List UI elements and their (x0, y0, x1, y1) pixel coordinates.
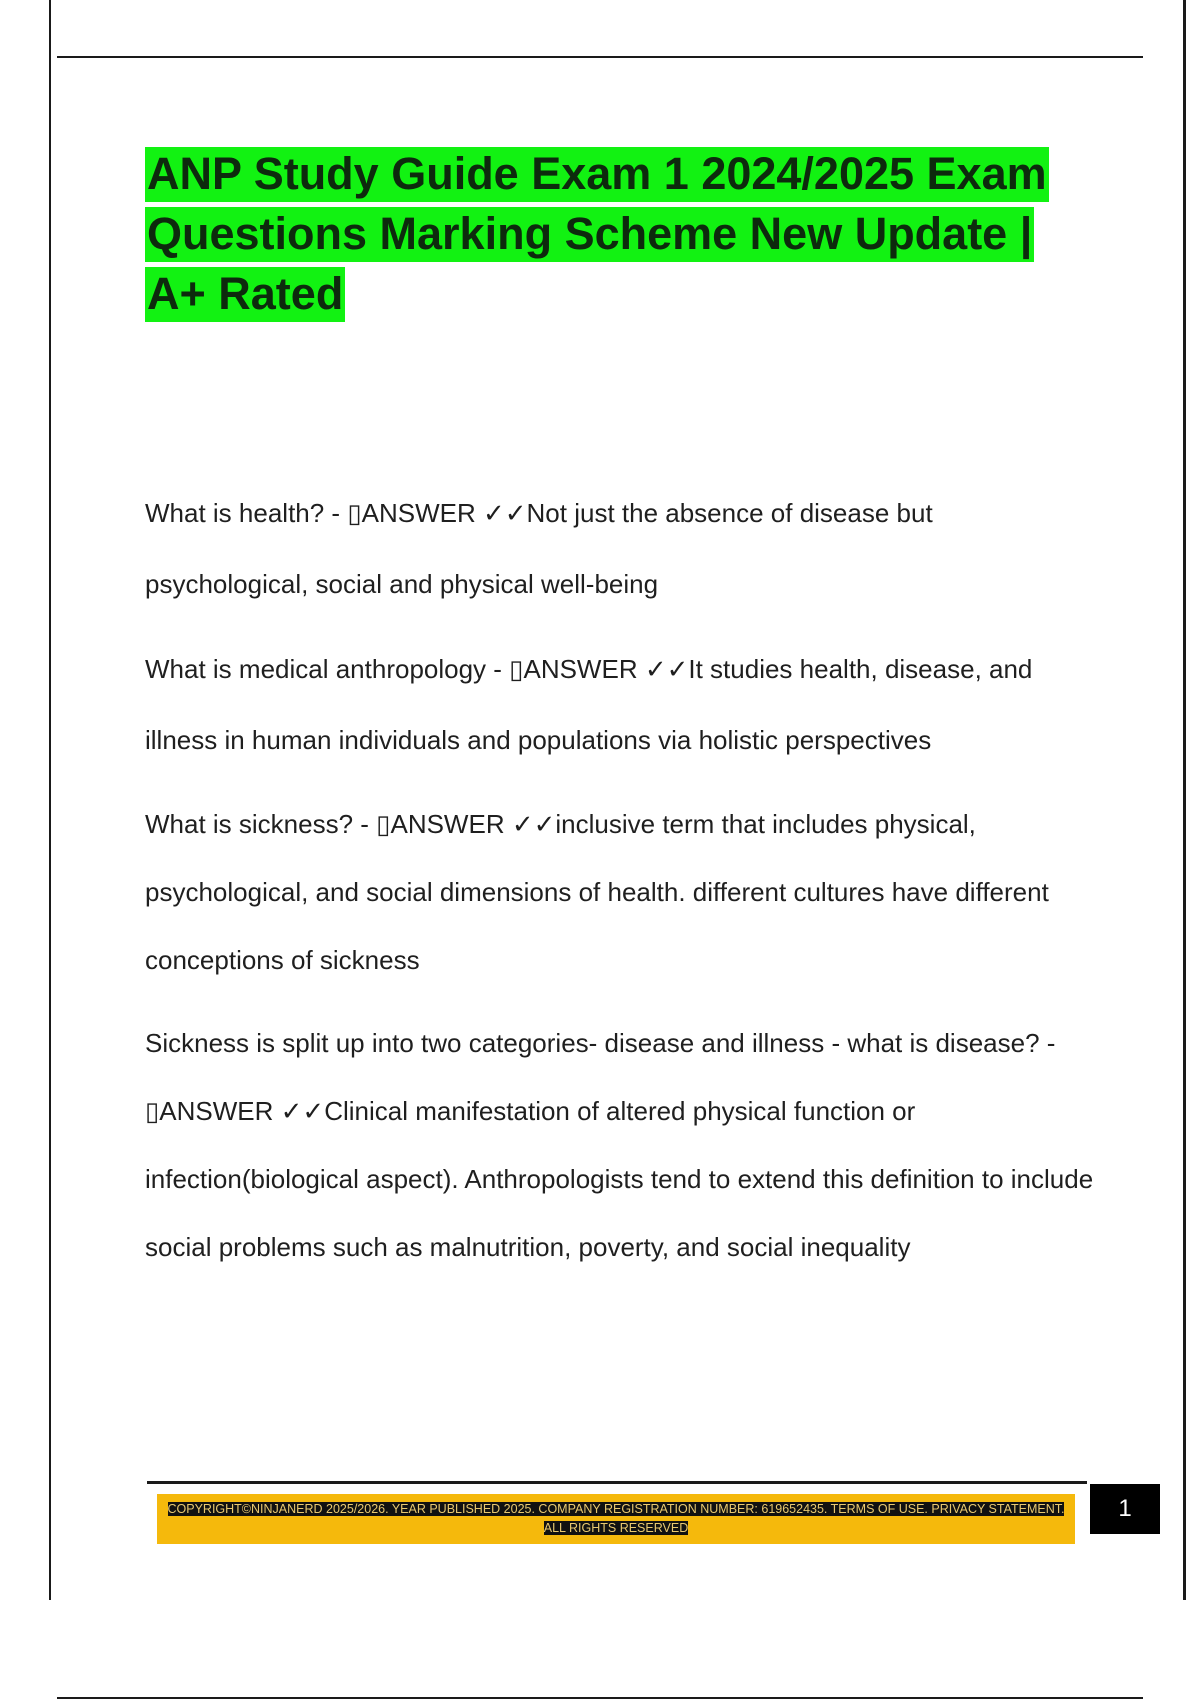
bottom-rule (57, 1697, 1143, 1699)
document-title (145, 144, 1095, 324)
top-rule (57, 56, 1143, 58)
page-number: 1 (1090, 1484, 1160, 1534)
qa-item-medical-anthropology: What is medical anthropology - ▯ANSWER ✓✓It studies health, disease, and illness in human individuals and populations via holistic perspectives (145, 654, 1033, 755)
page-border-left (49, 0, 51, 1600)
qa-item-health: What is health? - ▯ANSWER ✓✓Not just the absence of disease but psychological, social and physical well-being (145, 498, 933, 599)
qa-item-disease: Sickness is split up into two categories- disease and illness - what is disease? - ▯ANSWER ✓✓Clinical manifestation of altered physical function or infection(biological aspect). Anthropologists tend to extend this definition to include social problems such as malnutrition, poverty, and social inequality (145, 1028, 1094, 1262)
footer-copyright-band (157, 1494, 1075, 1544)
qa-item-sickness: What is sickness? - ▯ANSWER ✓✓inclusive term that includes physical, psychological, and social dimensions of health. different cultures have different conceptions of sickness (145, 809, 1049, 975)
footer-rule (147, 1481, 1087, 1484)
page-border-right (1183, 0, 1186, 1600)
footer-copyright-text: COPYRIGHT©NINJANERD 2025/2026. YEAR PUBLISHED 2025. COMPANY REGISTRATION NUMBER: 619652435. TERMS OF USE. PRIVACY STATEMENT. ALL RIGHTS RESERVED (167, 1502, 1065, 1535)
document-title-text: ANP Study Guide Exam 1 2024/2025 Exam Questions Marking Scheme New Update | A+ Rated (145, 147, 1049, 322)
